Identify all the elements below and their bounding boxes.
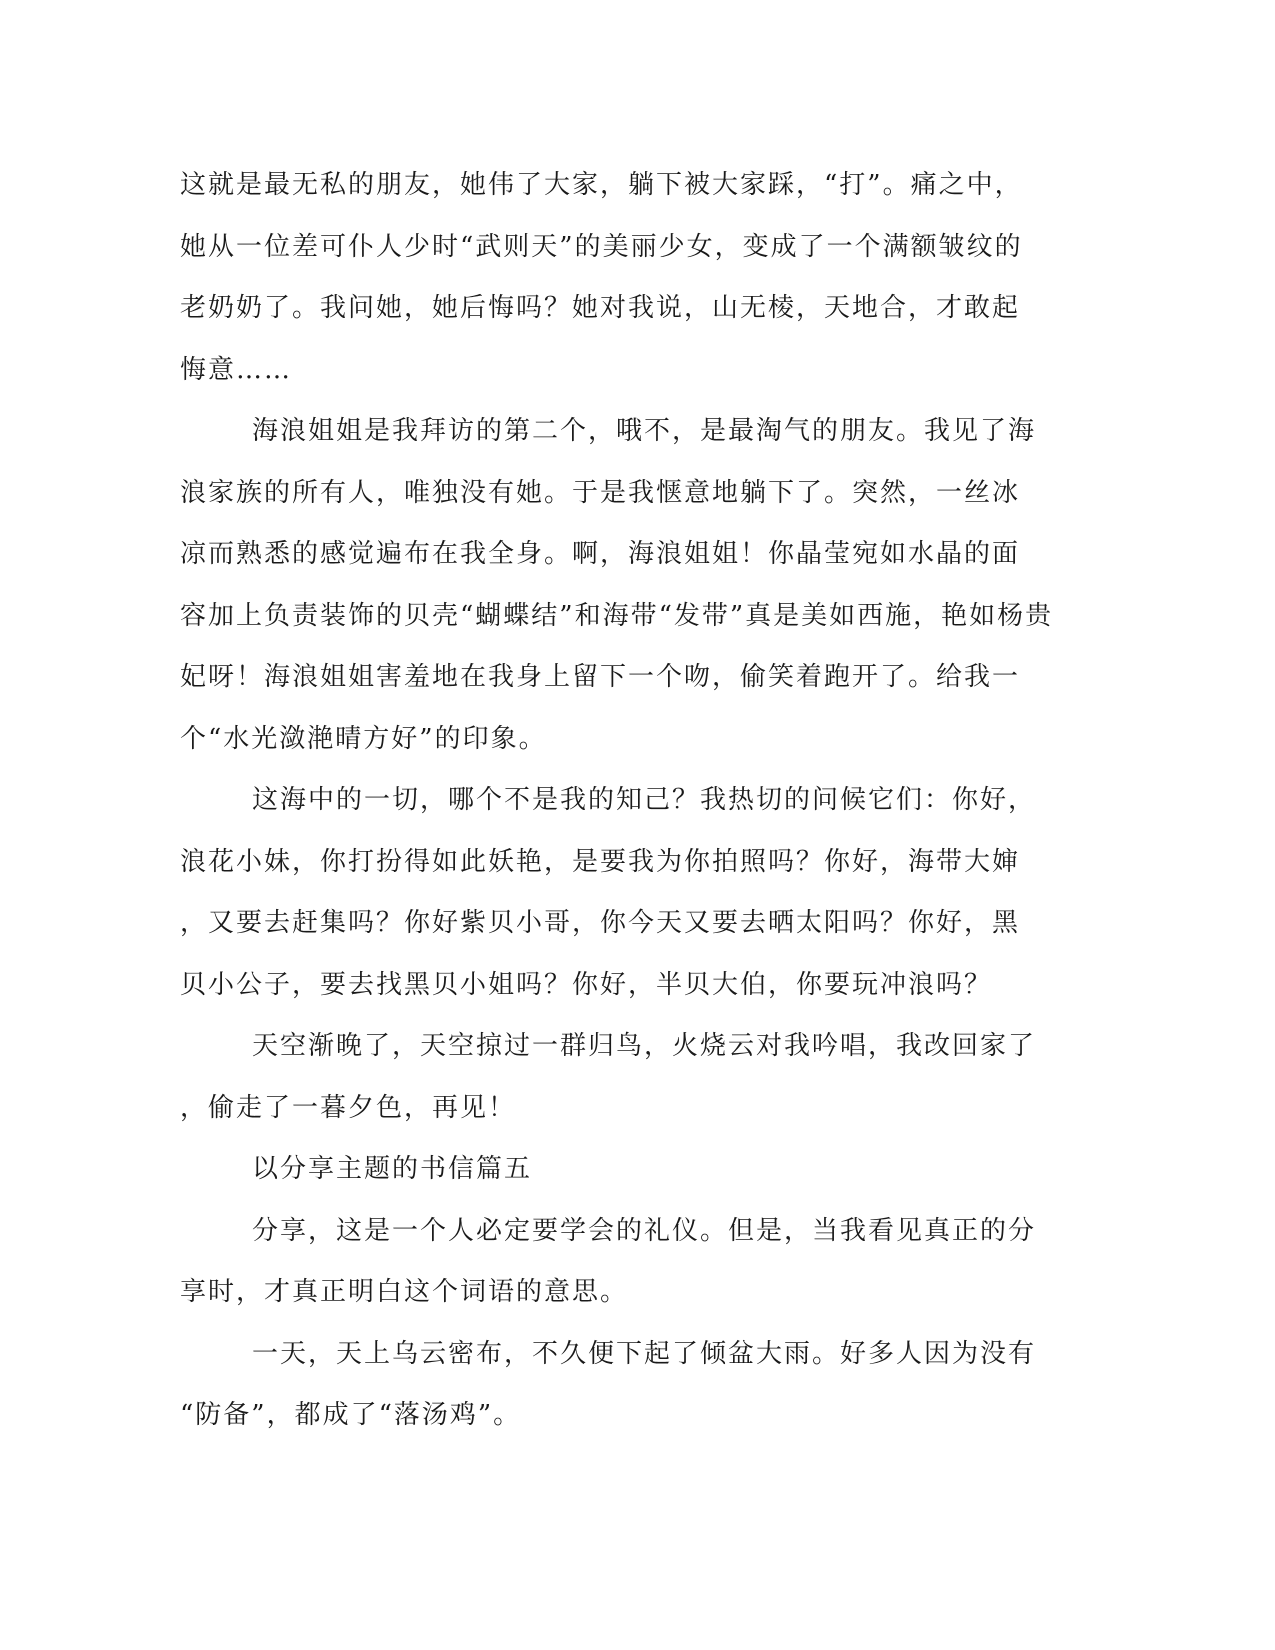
text-line: 个“水光潋滟晴方好”的印象。 [180, 723, 547, 754]
text-line: “防备”，都成了“落汤鸡”。 [180, 1400, 522, 1430]
text-line: 浪家族的所有人，唯独没有她。于是我惬意地躺下了。突然，一丝冰 [180, 477, 1021, 508]
paragraph-start-line: 这海中的一切，哪个不是我的知己？我热切的问候它们：你好， [252, 785, 1037, 815]
text-line: ，又要去赶集吗？你好紫贝小哥，你今天又要去晒太阳吗？你好，黑 [180, 908, 1021, 938]
text-line: 贝小公子，要去找黑贝小姐吗？你好，半贝大伯，你要玩冲浪吗？ [180, 969, 993, 1000]
paragraph-start-line: 海浪姐姐是我拜访的第二个，哦不，是最淘气的朋友。我见了海 [252, 416, 1037, 446]
text-line: 妃呀！海浪姐姐害羞地在我身上留下一个吻，偷笑着跑开了。给我一 [180, 662, 1021, 692]
text-line: ，偷走了一暮夕色，再见！ [180, 1092, 517, 1123]
text-line: 容加上负责装饰的贝壳“蝴蝶结”和海带“发带”真是美如西施，艳如杨贵 [180, 600, 1054, 631]
text-line: 享时，才真正明白这个词语的意思。 [180, 1277, 629, 1307]
paragraph-start-line: 天空渐晚了，天空掠过一群归鸟，火烧云对我吟唱，我改回家了 [252, 1031, 1037, 1061]
text-line: 悔意…… [180, 354, 293, 385]
body-text [180, 155, 1054, 1447]
text-line: 凉而熟悉的感觉遍布在我全身。啊，海浪姐姐！你晶莹宛如水晶的面 [180, 539, 1021, 569]
text-line: 这就是最无私的朋友，她伟了大家，躺下被大家踩，“打”。痛之中， [180, 170, 1023, 200]
text-line: 她从一位差可仆人少时“武则天”的美丽少女，变成了一个满额皱纹的 [180, 231, 1023, 262]
paragraph-start-line: 一天，天上乌云密布，不久便下起了倾盆大雨。好多人因为没有 [252, 1338, 1037, 1369]
text-line: 老奶奶了。我问她，她后悔吗？她对我说，山无棱，天地合，才敢起 [180, 293, 1021, 323]
text-line: 浪花小妹，你打扮得如此妖艳，是要我为你拍照吗？你好，海带大婶 [180, 846, 1021, 877]
section-heading: 以分享主题的书信篇五 [252, 1154, 533, 1184]
paragraph-start-line: 分享，这是一个人必定要学会的礼仪。但是，当我看见真正的分 [252, 1215, 1037, 1246]
